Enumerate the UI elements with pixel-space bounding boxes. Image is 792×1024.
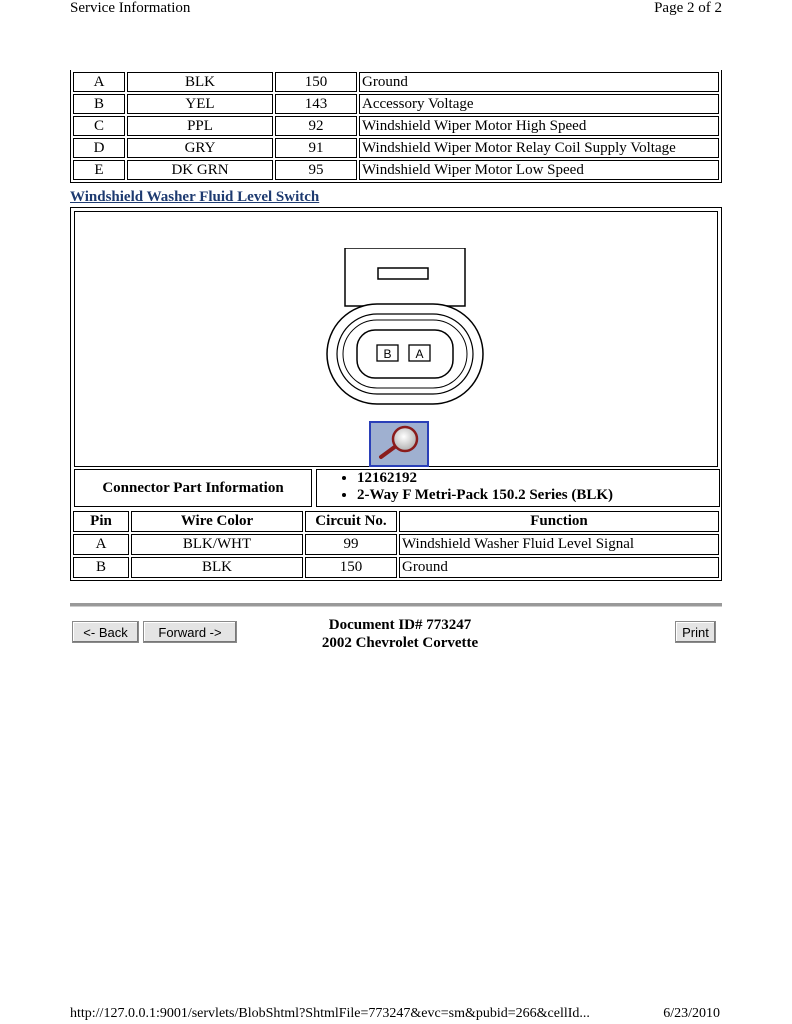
column-header-function: Function [399,511,719,532]
connector-section [70,207,722,581]
wire-color-cell: GRY [127,138,273,158]
connector-series: • 2-Way F Metri-Pack 150.2 Series (BLK) [357,487,719,504]
wire-color-cell: BLK [127,72,273,92]
back-button[interactable]: <- Back [72,621,139,643]
table-row [73,138,719,158]
zoom-button[interactable] [369,421,429,467]
page-header-title: Service Information [70,0,191,16]
pin-label-a: A [415,347,424,361]
horizontal-divider [70,603,722,607]
connector-info-row [74,469,718,507]
connector-face-drawing [325,248,485,408]
pin-cell: A [73,72,125,92]
function-cell: Windshield Wiper Motor Relay Coil Supply Voltage [359,138,719,158]
table-header-row [73,511,719,532]
function-cell: Accessory Voltage [359,94,719,114]
function-cell: Ground [359,72,719,92]
function-cell: Windshield Wiper Motor Low Speed [359,160,719,180]
forward-button[interactable]: Forward -> [143,621,237,643]
document-info [300,616,500,652]
wire-color-cell: BLK/WHT [131,534,303,555]
page-number: Page 2 of 2 [654,0,722,16]
column-header-pin: Pin [73,511,129,532]
pin-cell: E [73,160,125,180]
function-cell: Ground [399,557,719,578]
connector-info-label: Connector Part Information [74,469,312,507]
table-row [73,534,719,555]
circuit-cell: 150 [305,557,397,578]
pin-cell: C [73,116,125,136]
footer-url: http://127.0.0.1:9001/servlets/BlobShtml?ShtmlFile=773247&evc=sm&pubid=266&cellId... [70,1006,590,1021]
magnifier-icon [371,423,427,465]
vehicle-name: 2002 Chevrolet Corvette [321,635,479,651]
wire-color-cell: BLK [131,557,303,578]
table-row [73,94,719,114]
circuit-cell: 150 [275,72,357,92]
part-number: • 12162192 [357,470,719,487]
table-row [73,72,719,92]
wire-color-cell: YEL [127,94,273,114]
wire-color-cell: PPL [127,116,273,136]
section-title-link[interactable]: Windshield Washer Fluid Level Switch [70,189,320,205]
function-cell: Windshield Washer Fluid Level Signal [399,534,719,555]
document-id: Document ID# 773247 [328,617,472,633]
circuit-cell: 92 [275,116,357,136]
pin-label-b: B [383,347,392,361]
connector-info-list [316,469,720,507]
circuit-cell: 143 [275,94,357,114]
footer-date: 6/23/2010 [663,1006,720,1021]
pin-cell: B [73,557,129,578]
print-button[interactable]: Print [675,621,716,643]
function-cell: Windshield Wiper Motor High Speed [359,116,719,136]
table-row [73,160,719,180]
pin-cell: A [73,534,129,555]
table-row [73,116,719,136]
column-header-wire-color: Wire Color [131,511,303,532]
washer-switch-pin-table [71,509,721,580]
circuit-cell: 91 [275,138,357,158]
circuit-cell: 95 [275,160,357,180]
pin-cell: B [73,94,125,114]
column-header-circuit: Circuit No. [305,511,397,532]
wire-color-cell: DK GRN [127,160,273,180]
circuit-cell: 99 [305,534,397,555]
wiper-connector-table [70,70,722,183]
table-row [73,557,719,578]
connector-diagram [74,211,718,467]
pin-cell: D [73,138,125,158]
